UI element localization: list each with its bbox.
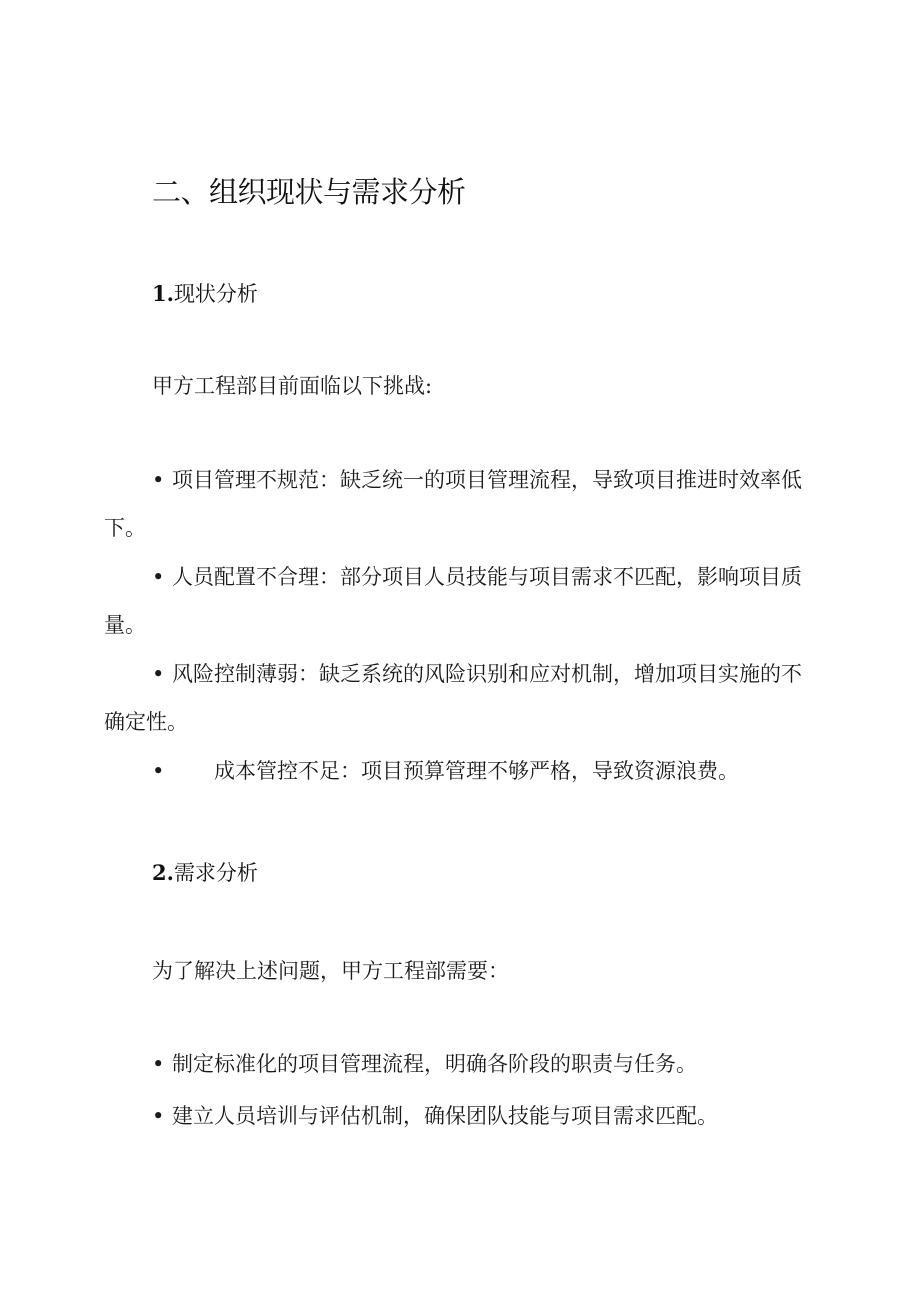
list-item (104, 553, 804, 649)
bullet-marker: • (152, 565, 165, 589)
subsection-title-current-status (152, 279, 258, 309)
list-item (104, 650, 804, 746)
section-title: 二、组织现状与需求分析 (152, 175, 466, 209)
bullet-marker: • (152, 759, 165, 783)
list-item-text: 项目管理不规范：缺乏统一的项目管理流程，导致项目推进时效率低下。 (104, 468, 802, 540)
subsection-label: 需求分析 (173, 861, 258, 885)
list-item-text: 成本管控不足：项目预算管理不够严格，导致资源浪费。 (214, 759, 739, 783)
list-item (104, 1092, 804, 1140)
subsection-title-requirements (152, 858, 258, 888)
bullet-marker: • (152, 1104, 165, 1128)
subsection-number: 1. (152, 281, 174, 306)
list-item (104, 1040, 804, 1088)
requirements-intro: 为了解决上述问题，甲方工程部需要： (152, 959, 509, 983)
list-item-text: 人员配置不合理：部分项目人员技能与项目需求不匹配，影响项目质量。 (104, 565, 802, 637)
list-item-text: 制定标准化的项目管理流程，明确各阶段的职责与任务。 (172, 1052, 697, 1076)
subsection-number: 2. (152, 860, 174, 885)
bullet-marker: • (152, 1052, 165, 1076)
list-item-text: 建立人员培训与评估机制，确保团队技能与项目需求匹配。 (172, 1104, 718, 1128)
subsection-label: 现状分析 (173, 282, 258, 306)
list-item (104, 747, 804, 795)
list-item (104, 456, 804, 552)
bullet-marker: • (152, 468, 165, 492)
current-status-intro: 甲方工程部目前面临以下挑战: (152, 374, 433, 398)
bullet-marker: • (152, 662, 165, 686)
list-item-text: 风险控制薄弱：缺乏系统的风险识别和应对机制，增加项目实施的不确定性。 (104, 662, 802, 734)
